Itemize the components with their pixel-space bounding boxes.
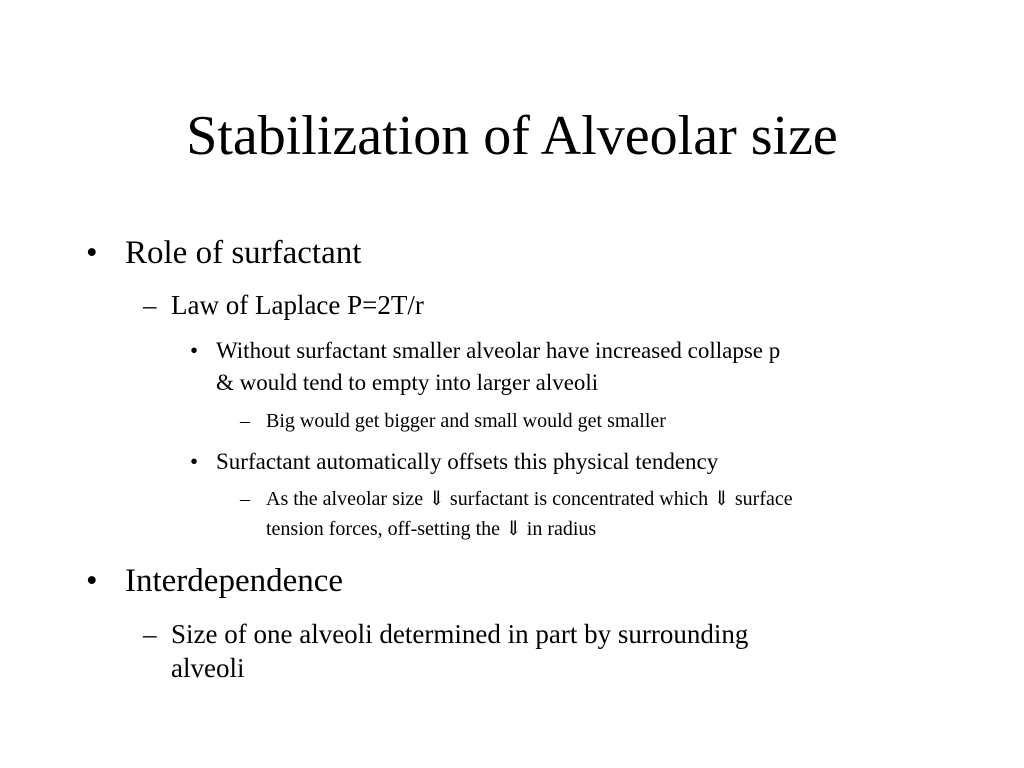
bullet-marker: •	[86, 563, 98, 599]
bullet-text: Interdependence	[125, 563, 344, 599]
detail-line-2: tension forces, off-setting the ⇓ in radius	[266, 518, 597, 540]
sub-bullet-text: Law of Laplace P=2T/r	[171, 290, 424, 320]
bullet-marker: •	[190, 449, 199, 474]
dash-marker: –	[143, 290, 157, 320]
detail-alveolar-size	[240, 484, 793, 544]
sub-sub-bullet-text: Surfactant automatically offsets this physical tendency	[216, 449, 719, 474]
sub-sub-bullet-line-2: & would tend to empty into larger alveoli	[216, 370, 599, 395]
detail-text: Big would get bigger and small would get smaller	[266, 410, 666, 432]
detail-line-1: As the alveolar size ⇓ surfactant is concentrated which ⇓ surface	[266, 488, 793, 510]
detail-big-would-get-bigger	[240, 406, 666, 436]
sub-bullet-size-of-one-alveoli	[143, 617, 748, 685]
sub-bullet-law-of-laplace	[143, 288, 424, 322]
sub-bullet-line-1: Size of one alveoli determined in part by surrounding	[171, 619, 749, 649]
bullet-marker: •	[86, 235, 98, 271]
dash-marker: –	[240, 410, 250, 432]
slide-title: Stabilization of Alveolar size	[186, 105, 838, 167]
dash-marker: –	[143, 619, 157, 649]
bullet-role-of-surfactant	[86, 233, 361, 273]
bullet-interdependence	[86, 561, 343, 601]
sub-sub-bullet-line-1: Without surfactant smaller alveolar have increased collapse p	[216, 338, 781, 363]
bullet-marker: •	[190, 338, 199, 363]
sub-sub-bullet-without-surfactant	[190, 335, 780, 399]
sub-sub-bullet-surfactant-offsets	[190, 446, 718, 478]
sub-bullet-line-2: alveoli	[171, 653, 245, 683]
bullet-text: Role of surfactant	[125, 235, 362, 271]
dash-marker: –	[240, 488, 250, 510]
